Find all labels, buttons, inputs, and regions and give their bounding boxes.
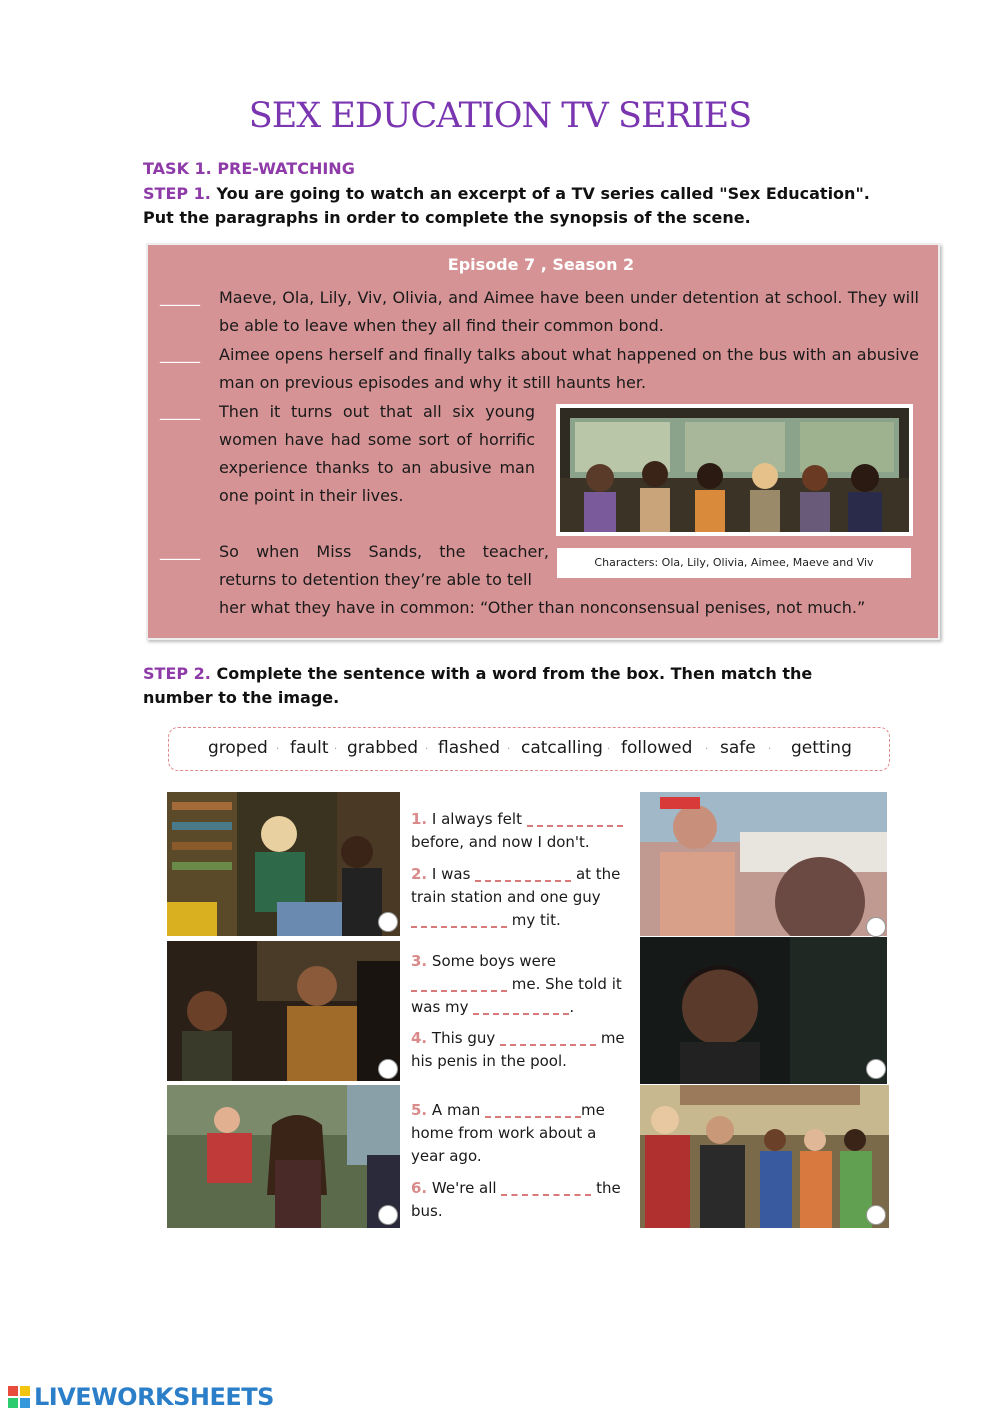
answer-blank[interactable] bbox=[485, 1104, 581, 1118]
answer-blank[interactable] bbox=[475, 868, 571, 882]
step2-text: Complete the sentence with a word from the box. Then match the number to the image. bbox=[143, 664, 813, 707]
word-catcalling: catcalling bbox=[521, 738, 603, 758]
scene-image-left-3 bbox=[167, 1085, 400, 1228]
sentence-text: Some boys were bbox=[431, 952, 556, 970]
word-separator: · bbox=[607, 744, 611, 755]
word-getting: getting bbox=[791, 738, 852, 758]
sentence-3 bbox=[411, 950, 633, 1019]
step2-instruction bbox=[143, 662, 873, 710]
scene-image-right-1 bbox=[640, 792, 887, 936]
answer-blank[interactable] bbox=[411, 978, 507, 992]
word-flashed: flashed bbox=[438, 738, 501, 758]
sentence-text: I was bbox=[431, 865, 471, 883]
sentence-text: train station and one guy bbox=[411, 888, 601, 906]
answer-blank[interactable] bbox=[500, 1032, 596, 1046]
sentence-text: the bbox=[596, 1179, 621, 1197]
answer-blank[interactable] bbox=[411, 914, 507, 928]
word-separator: · bbox=[705, 744, 709, 755]
synopsis-paragraph-2: Aimee opens herself and finally talks about what happened on the bus with an abusive man on previous episodes and why it still haunts her. bbox=[219, 345, 919, 392]
word-safe: safe bbox=[720, 738, 756, 758]
sentence-text: home from work about a bbox=[411, 1124, 597, 1142]
match-selector-left-1[interactable] bbox=[378, 912, 398, 932]
synopsis-paragraph-1: Maeve, Ola, Lily, Viv, Olivia, and Aimee have been under detention at school. They will be able to leave when they all find their common bond. bbox=[219, 288, 919, 335]
word-separator: · bbox=[425, 744, 429, 755]
step1-text: You are going to watch an excerpt of a TV series called "Sex Education". Put the paragraphs in order to complete the synopsis of the scene. bbox=[143, 184, 870, 227]
sentence-4 bbox=[411, 1027, 633, 1073]
scene-image-left-1 bbox=[167, 792, 400, 936]
order-blank-4[interactable]: _____ bbox=[160, 541, 200, 560]
scene-image-left-2 bbox=[167, 941, 400, 1081]
liveworksheets-logo-icon bbox=[8, 1386, 30, 1408]
sentence-text: year ago. bbox=[411, 1147, 482, 1165]
outdoor-scene-image bbox=[167, 1085, 400, 1228]
sentence-text: bus. bbox=[411, 1202, 443, 1220]
synopsis-paragraph-4-end: her what they have in common: “Other than nonconsensual penises, not much.” bbox=[219, 598, 866, 617]
match-selector-right-1[interactable] bbox=[866, 917, 886, 937]
library-scene-image bbox=[167, 792, 400, 936]
order-blank-3[interactable]: _____ bbox=[160, 401, 200, 420]
sentence-number: 3. bbox=[411, 952, 428, 970]
photo-caption: Characters: Ola, Lily, Olivia, Aimee, Maeve and Viv bbox=[557, 548, 911, 578]
pool-scene-image bbox=[640, 792, 887, 936]
word-fault: fault bbox=[290, 738, 329, 758]
order-blank-1[interactable]: _____ bbox=[160, 287, 200, 306]
word-followed: followed bbox=[621, 738, 693, 758]
scene-image-right-3 bbox=[640, 1085, 889, 1228]
sentence-number: 6. bbox=[411, 1179, 428, 1197]
episode-heading: Episode 7 , Season 2 bbox=[447, 255, 635, 274]
word-separator: · bbox=[276, 744, 280, 755]
step1-label: STEP 1. bbox=[143, 184, 211, 203]
match-selector-right-3[interactable] bbox=[866, 1205, 886, 1225]
group-scene-image bbox=[640, 1085, 889, 1228]
order-blank-2[interactable]: _____ bbox=[160, 344, 200, 363]
step2-label: STEP 2. bbox=[143, 664, 211, 683]
night-scene-image bbox=[167, 941, 400, 1081]
answer-blank[interactable] bbox=[501, 1182, 591, 1196]
scene-image-right-2 bbox=[640, 937, 887, 1084]
sentence-6 bbox=[411, 1177, 633, 1223]
sentence-text: A man bbox=[431, 1101, 481, 1119]
answer-blank[interactable] bbox=[527, 813, 623, 827]
sentence-5 bbox=[411, 1099, 633, 1168]
word-separator: · bbox=[334, 744, 338, 755]
sentence-text: his penis in the pool. bbox=[411, 1052, 567, 1070]
sentence-text: was my bbox=[411, 998, 469, 1016]
sentence-text: We're all bbox=[431, 1179, 497, 1197]
sentence-text: me. She told it bbox=[511, 975, 622, 993]
sentence-2 bbox=[411, 863, 633, 932]
word-groped: groped bbox=[208, 738, 268, 758]
liveworksheets-logo: LIVEWORKSHEETS bbox=[34, 1383, 274, 1411]
match-selector-left-2[interactable] bbox=[378, 1059, 398, 1079]
step1-instruction bbox=[143, 182, 873, 230]
match-selector-left-3[interactable] bbox=[378, 1205, 398, 1225]
word-separator: · bbox=[768, 744, 772, 755]
synopsis-paragraph-3: Then it turns out that all six young women have had some sort of horrific experience thanks to an abusive man one point in their lives. bbox=[219, 402, 535, 505]
sentence-text: I always felt bbox=[431, 810, 522, 828]
sentence-text: my tit. bbox=[511, 911, 561, 929]
bus-scene-image bbox=[560, 408, 909, 532]
answer-blank[interactable] bbox=[473, 1001, 569, 1015]
match-selector-right-2[interactable] bbox=[866, 1059, 886, 1079]
sentence-text: at the bbox=[575, 865, 621, 883]
sentence-text: This guy bbox=[431, 1029, 496, 1047]
sentence-text: me bbox=[581, 1101, 605, 1119]
sentence-number: 2. bbox=[411, 865, 428, 883]
synopsis-paragraph-4: So when Miss Sands, the teacher, returns to detention they’re able to tell bbox=[219, 542, 549, 589]
worksheet-title: SEX EDUCATION TV SERIES bbox=[248, 96, 752, 136]
sentence-1 bbox=[411, 808, 633, 854]
portrait-scene-image bbox=[640, 937, 887, 1084]
sentence-number: 5. bbox=[411, 1101, 428, 1119]
word-grabbed: grabbed bbox=[347, 738, 419, 758]
task-heading: TASK 1. PRE-WATCHING bbox=[143, 159, 355, 178]
sentence-number: 1. bbox=[411, 810, 428, 828]
sentence-text: . bbox=[569, 998, 575, 1016]
bus-scene-photo bbox=[556, 404, 913, 536]
sentence-text: before, and now I don't. bbox=[411, 833, 590, 851]
sentence-text: me bbox=[600, 1029, 625, 1047]
word-separator: · bbox=[507, 744, 511, 755]
sentence-number: 4. bbox=[411, 1029, 428, 1047]
